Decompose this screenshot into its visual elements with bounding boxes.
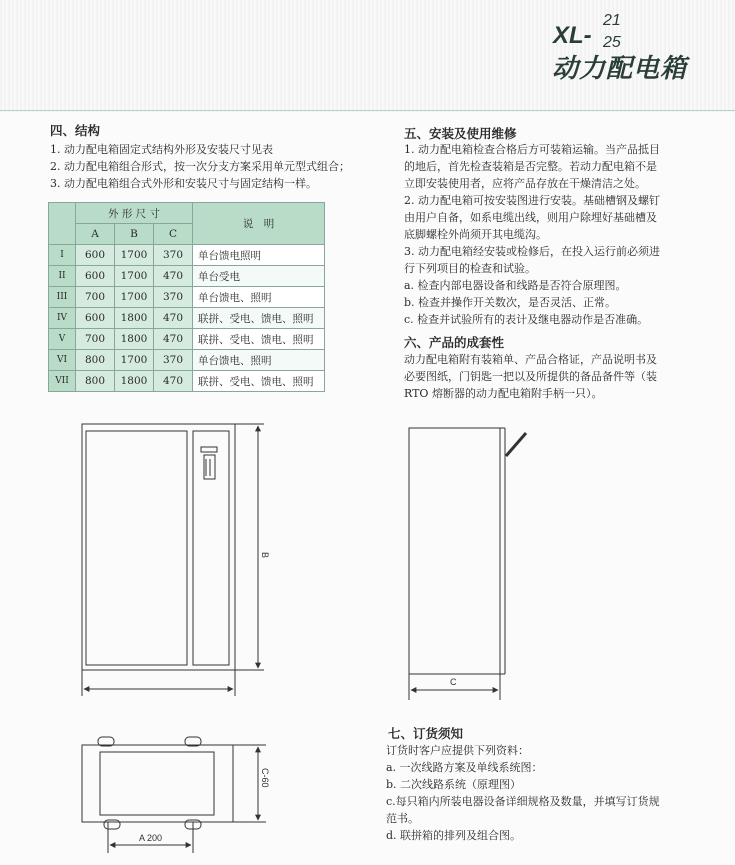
text-line: b. 检查并操作开关数次，是否灵活、正常。 [404,296,617,309]
cell-a: 600 [76,245,115,266]
cell-c: 470 [154,308,193,329]
row-number: V [49,329,76,350]
cell-desc: 联拼、受电、馈电、照明 [193,371,325,392]
cell-a: 700 [76,287,115,308]
text-line: d. 联拼箱的排列及组合图。 [386,829,522,842]
cabinet-side-panel [193,431,229,665]
text-line: 1. 动力配电箱固定式结构外形及安装尺寸见表 [50,143,273,156]
cell-b: 1800 [115,308,154,329]
cell-b: 1800 [115,329,154,350]
cell-c: 470 [154,266,193,287]
cell-a: 600 [76,266,115,287]
cabinet-outline [82,424,235,670]
text-line: 必要图纸，门钥匙一把以及所提供的备品备件等（装 [404,370,657,383]
text-line: b. 二次线路系统（原理图） [386,778,522,791]
row-number: I [49,245,76,266]
table-col-header: A [76,224,115,245]
section-structure-title: 四、结构 [50,123,101,138]
text-line: a. 检查内部电器设备和线路是否符合原理图。 [404,279,627,292]
table-col-header: B [115,224,154,245]
side-view-drawing [409,428,526,700]
text-line: 1. 动力配电箱检查合格后方可装箱运输。当产品抵目 [404,143,660,156]
text-line: 由用户自备，如系电缆出线，则用户除埋好基础槽及 [404,211,657,224]
table-col-header: C [154,224,193,245]
cabinet-door [86,431,187,665]
text-line: 立即安装使用者，应将产品存放在干燥清洁之处。 [404,177,646,190]
text-line: 的地后，首先检查装箱是否完整。若动力配电箱不是 [404,160,657,173]
row-number: III [49,287,76,308]
cell-c: 470 [154,371,193,392]
model-prefix: XL- [553,22,592,49]
cell-desc: 单台受电 [193,266,325,287]
handle-icon [201,447,217,452]
cell-a: 800 [76,350,115,371]
text-line: 范书。 [386,812,419,825]
text-line: 2. 动力配电箱可按安装图进行安装。基础槽钢及螺钉 [404,194,660,207]
text-line: c. 检查并试验所有的表计及继电器动作是否准确。 [404,313,649,326]
text-line: 底脚螺栓外尚须开其电缆沟。 [404,228,547,241]
dimension-c-label: C [450,677,457,687]
handle-icon [506,433,526,456]
cell-b: 1800 [115,371,154,392]
mounting-slot [104,820,120,829]
cell-a: 700 [76,329,115,350]
cell-c: 470 [154,329,193,350]
cell-a: 600 [76,308,115,329]
text-line: 3. 动力配电箱组合式外形和安装尺寸与固定结构一样。 [50,177,317,190]
text-line: 动力配电箱附有装箱单、产品合格证，产品说明书及 [404,353,657,366]
base-opening [100,752,214,815]
section-install-title: 五、安装及使用维修 [404,126,517,141]
row-number: VII [49,371,76,392]
model-number-bottom: 25 [603,34,621,51]
text-line: RTO 熔断器的动力配电箱附手柄一只）。 [404,387,603,400]
section-ordering-title: 七、订货须知 [388,726,464,741]
cell-c: 370 [154,287,193,308]
cell-desc: 单台馈电、照明 [193,350,325,371]
cell-b: 1700 [115,245,154,266]
cell-b: 1700 [115,287,154,308]
text-line: 订货时客户应提供下列资料： [386,744,529,757]
text-line: 行下列项目的检查和试验。 [404,262,536,275]
model-number-top: 21 [603,12,621,29]
base-outline [82,745,233,822]
dimension-b-label: B [260,552,270,559]
base-plan-drawing [82,737,266,853]
text-line: 3. 动力配电箱经安装或检修后，在投入运行前必须进 [404,245,660,258]
section-completeness-title: 六、产品的成套性 [404,335,505,350]
cell-b: 1700 [115,266,154,287]
row-number: VI [49,350,76,371]
row-number: II [49,266,76,287]
cell-c: 370 [154,245,193,266]
cell-desc: 单台馈电、照明 [193,287,325,308]
cell-desc: 单台馈电照明 [193,245,325,266]
row-number: IV [49,308,76,329]
table-group-header: 外 形 尺 寸 [76,203,193,224]
cell-a: 800 [76,371,115,392]
front-view-drawing [82,424,264,696]
side-outline [409,428,500,674]
product-title: 动力配电箱 [552,54,688,84]
text-line: a. 一次线路方案及单线系统图： [386,761,543,774]
dimension-a200-label: A 200 [139,833,163,843]
cell-desc: 联拼、受电、馈电、照明 [193,308,325,329]
table-desc-header: 说 明 [193,203,325,245]
text-line: 2. 动力配电箱组合形式，按一次分支方案采用单元型式组合； [50,160,350,173]
cell-b: 1700 [115,350,154,371]
cell-desc: 联拼、受电、馈电、照明 [193,329,325,350]
cell-c: 370 [154,350,193,371]
text-line: c.每只箱内所装电器设备详细规格及数量，并填写订货规 [386,795,660,808]
dimension-c60-label: C-60 [260,768,270,788]
